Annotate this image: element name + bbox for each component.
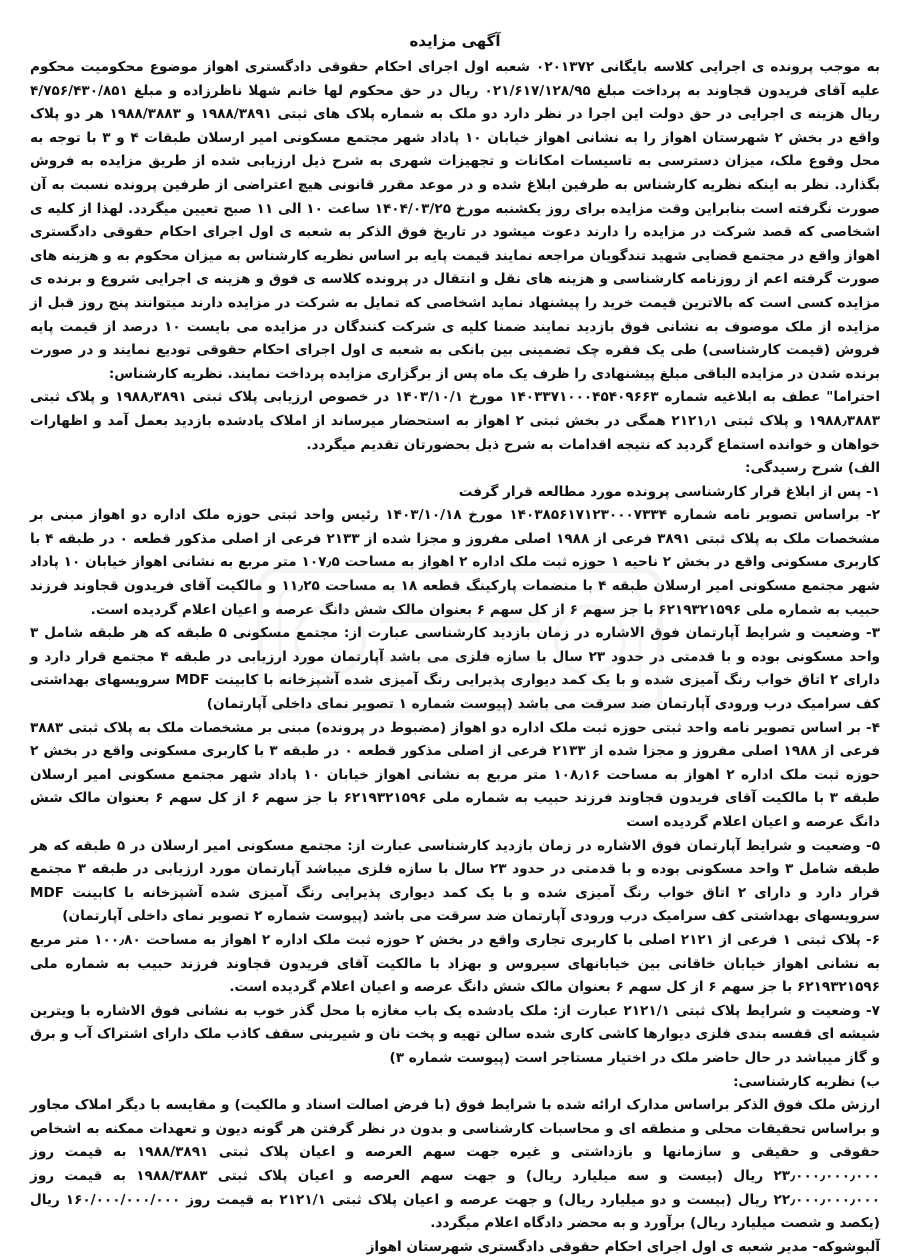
section-b-heading: ب) نظریه کارشناسی: [733, 1073, 880, 1090]
section-a-heading: الف) شرح رسیدگی: [745, 460, 880, 477]
expert-intro: احتراما" عطف به ابلاغیه شماره ۱۴۰۳۳۷۱۰۰۰۴۵۴۰۹۶۶۳ مورخ ۱۴۰۳/۱۰/۱ در خصوص ارزیابی پلاک ثبتی ۱۹۸۸٫۳۸۹۱ و پلاک ثبتی ۱۹۸۸٫۳۸۸۳ و پلاک ثبتی ۲۱۲۱٫۱ همگی در بخش ثبتی ۲ اهواز به استحضار میرساند از املاک یادشده بازدید بعمل آمد و اظهارات خواهان و خوانده استماع گردید که نتیجه اقدامات به شرح ذیل بحضورتان تقدیم میگردد. [30, 389, 880, 453]
item-2: ۲- براساس تصویر نامه شماره ۱۴۰۳۸۵۶۱۷۱۲۳۰۰۰۷۳۳۴ مورخ ۱۴۰۳/۱۰/۱۸ رئیس واحد ثبتی حوزه ملک اداره دو اهواز مبنی بر مشخصات ملک به پلاک ثبتی ۳۸۹۱ فرعی از ۱۹۸۸ اصلی مفروز و مجزا شده از ۲۱۳۳ فرعی از اصلی مذکور قطعه ۰ در طبقه ۴ با کاربری مسکونی واقع در بخش ۲ ناحیه ۱ حوزه ثبت ملک اداره ۲ اهواز به مساحت ۱۰۷٫۵ متر مربع به نشانی اهواز خیابان ۱۰ پاداد شهر مجتمع مسکونی امیر ارسلان طبقه ۴ با منضمات پارکینگ قطعه ۱۸ به مساحت ۱۱٫۲۵ و مالکیت آقای فریدون قجاوند فرزند حبیب به شماره ملی ۶۲۱۹۳۲۱۵۹۶ با جز سهم ۶ از کل سهم ۶ بعنوان مالک شش دانگ عرصه و اعیان اعلام گردیده است. [30, 507, 880, 618]
item-5: ۵- وضعیت و شرایط آپارتمان فوق الاشاره در زمان بازدید کارشناسی عبارت از: مجتمع مسکونی امیر ارسلان در ۵ طبقه که هر طبقه شامل ۳ واحد مسکونی بوده و با قدمتی در حدود ۲۳ سال با سازه فلزی میباشد آپارتمان مورد ارزیابی در طبقه ۳ مجتمع قرار دارد و دارای ۲ اتاق خواب رنگ آمیزی شده و با یک کمد دیواری پذیرایی رنگ آمیزی شده آشپزخانه با کابینت MDF سرویسهای بهداشتی کف سرامیک درب ورودی آپارتمان ضد سرقت می باشد (پیوست شماره ۲ تصویر نمای داخلی آپارتمان) [30, 837, 881, 925]
notice-intro: به موجب پرونده ی اجرایی کلاسه بایگانی ۰۲۰۱۳۷۲ شعبه اول اجرای احکام حقوقی دادگستری اهواز موضوع محکومیت محکوم علیه آقای فریدون قجاوند به پرداخت مبلغ ۰۲۱/۶۱۷/۱۲۸/۹۵ ریال در حق محکوم لها خانم شهلا ناظرزاده و مبلغ ۴/۷۵۶/۴۳۰/۸۵۱ ریال هزینه ی اجرایی در حق دولت این اجرا در نظر دارد دو ملک به شماره پلاک های ثبتی ۱۹۸۸/۳۸۹۱ و ۱۹۸۸/۳۸۸۳ هر دو پلاک واقع در بخش ۲ شهرستان اهواز را به نشانی اهواز خیابان ۱۰ پاداد شهر مجتمع مسکونی امیر ارسلان طبقات ۴ و ۳ با توجه به محل وقوع ملک، میزان دسترسی به تاسیسات امکانات و تجهیزات شهری به شرح ذیل ارزیابی شده از طریق مزایده به فروش بگذارد. نظر به اینکه نظریه کارشناس به طرفین ابلاغ شده و در موعد مقرر قانونی هیچ اعتراضی از طرفین پرونده نسبت به آن صورت نگرفته است بنابراین وقت مزایده برای روز یکشنبه مورخ ۱۴۰۴/۰۳/۲۵ ساعت ۱۰ الی ۱۱ صبح تعیین میگردد. لهذا از کلیه ی اشخاصی که قصد شرکت در مزایده را دارند دعوت میشود در تاریخ فوق الذکر به شعبه ی اول اجرای احکام حقوقی دادگستری اهواز واقع در مجتمع قضایی شهید تندگویان مراجعه نمایند قیمت پایه بر اساس نظریه کارشناس به میزان محکوم به و هزینه های صورت گرفته اعم از روزنامه کارشناسی و هزینه های نقل و انتقال در پرونده کلاسه ی فوق و هزینه ی اجرایی شروع و برنده ی مزایده کسی است که بالاترین قیمت خرید را پیشنهاد نماید اشخاصی که تمایل به شرکت در مزایده دارند میتوانند پنج روز قبل از مزایده از ملک موصوف به نشانی فوق بازدید نمایند ضمنا کلیه ی شرکت کنندگان در مزایده می بایست ۱۰ درصد از قیمت پایه فروش (قیمت کارشناسی) طی یک فقره چک تضمینی بین بانکی به شعبه ی اول اجرای احکام حقوقی تودیع نمایند و در صورت برنده شدن در مزایده الباقی مبلغ پیشنهادی را ظرف یک ماه پس از برگزاری مزایده پرداخت نمایند. نظریه کارشناس: [30, 59, 881, 382]
item-7: ۷- وضعیت و شرایط پلاک ثبتی ۲۱۲۱/۱ عبارت از: ملک یادشده یک باب مغازه با محل گذر خوب به نشانی فوق الاشاره با ویترین شیشه ای قفسه بندی فلزی دیوارها کاشی کاری شده سالن تهیه و پخت نان و شیرینی سقف کاذب ملک دارای اشتراک آب و برق و گاز میباشد در حال حاضر ملک در اختیار مستاجر است (پیوست شماره ۳) [30, 1002, 880, 1066]
item-3: ۳- وضعیت و شرایط آپارتمان فوق الاشاره در زمان بازدید کارشناسی عبارت از: مجتمع مسکونی ۵ طبقه که هر طبقه شامل ۳ واحد مسکونی بوده و با قدمتی در حدود ۲۳ سال با سازه فلزی می باشد آپارتمان مورد ارزیابی در طبقه ۴ مجتمع قرار دارد و دارای ۲ اتاق خواب رنگ آمیزی شده و با یک کمد دیواری پذیرایی رنگ آمیزی شده آشپزخانه با کابینت MDF سرویسهای بهداشتی کف سرامیک درب ورودی آپارتمان ضد سرقت می باشد (پیوست شماره ۱ تصویر نمای داخلی آپارتمان) [30, 625, 880, 713]
notice-title: آگهی مزایده [409, 32, 501, 50]
expert-opinion: ارزش ملک فوق الذکر براساس مدارک ارائه شده با شرایط فوق (با فرض اصالت اسناد و مالکیت) و مقایسه با دیگر املاک مجاور و براساس تحقیقات محلی و منطقه ای و محاسبات کارشناسی و بدون در نظر گرفتن هر گونه دیون و تعهدات ممکنه به اشخاص حقوقی و حقیقی و سازمانها و بازداشتی و غیره جهت سهم العرصه و اعیان پلاک ثبتی ۱۹۸۸/۳۸۹۱ به قیمت روز ۲۳٫۰۰۰٫۰۰۰٫۰۰۰ ریال (بیست و سه میلیارد ریال) و جهت سهم العرصه و اعیان پلاک ثبتی ۱۹۸۸/۳۸۸۳ به قیمت روز ۲۲٫۰۰۰٫۰۰۰٫۰۰۰ ریال (بیست و دو میلیارد ریال) و جهت عرصه و اعیان پلاک ثبتی ۲۱۲۱/۱ به قیمت روز ۱۶۰/۰۰۰/۰۰۰/۰۰۰ ریال (یکصد و شصت میلیارد ریال) برآورد و به محضر دادگاه اعلام میگردد. [30, 1097, 881, 1232]
item-1: ۱- پس از ابلاغ قرار کارشناسی پرونده مورد مطالعه قرار گرفت [458, 483, 880, 500]
item-4: ۴- بر اساس تصویر نامه واحد ثبتی حوزه ثبت ملک اداره دو اهواز (مضبوط در پرونده) مبنی بر مشخصات ملک به پلاک ثبتی ۳۸۸۳ فرعی از ۱۹۸۸ اصلی مفروز و مجزا شده از ۲۱۳۳ فرعی از اصلی مذکور قطعه ۰ در طبقه ۳ با کاربری مسکونی واقع در بخش ۲ حوزه ثبت ملک اداره ۲ اهواز به مساحت ۱۰۸٫۱۶ متر مربع به نشانی اهواز خیابان ۱۰ پاداد شهر مجتمع مسکونی امیر ارسلان طبقه ۳ با مالکیت آقای فریدون قجاوند فرزند حبیب به شماره ملی ۶۲۱۹۳۲۱۵۹۶ با جز سهم ۶ از کل سهم ۶ بعنوان مالک شش دانگ عرصه و اعیان اعلام گردیده است [30, 719, 880, 830]
signature-line: آلبوشوکه- مدیر شعبه ی اول اجرای احکام حقوقی دادگستری شهرستان اهواز [366, 1238, 880, 1255]
item-6: ۶- پلاک ثبتی ۱ فرعی از ۲۱۲۱ اصلی با کاربری تجاری واقع در بخش ۲ حوزه ثبت ملک اداره ۲ اهواز به مساحت ۱۰۰٫۸۰ متر مربع به نشانی اهواز خیابان خاقانی بین خیابانهای سیروس و بهزاد با مالکیت آقای فریدون قجاوند فرزند حبیب به شماره ملی ۶۲۱۹۳۲۱۵۹۶ با جز سهم ۶ از کل سهم ۶ بعنوان مالک شش دانگ عرصه و اعیان اعلام گردیده است. [30, 931, 881, 996]
